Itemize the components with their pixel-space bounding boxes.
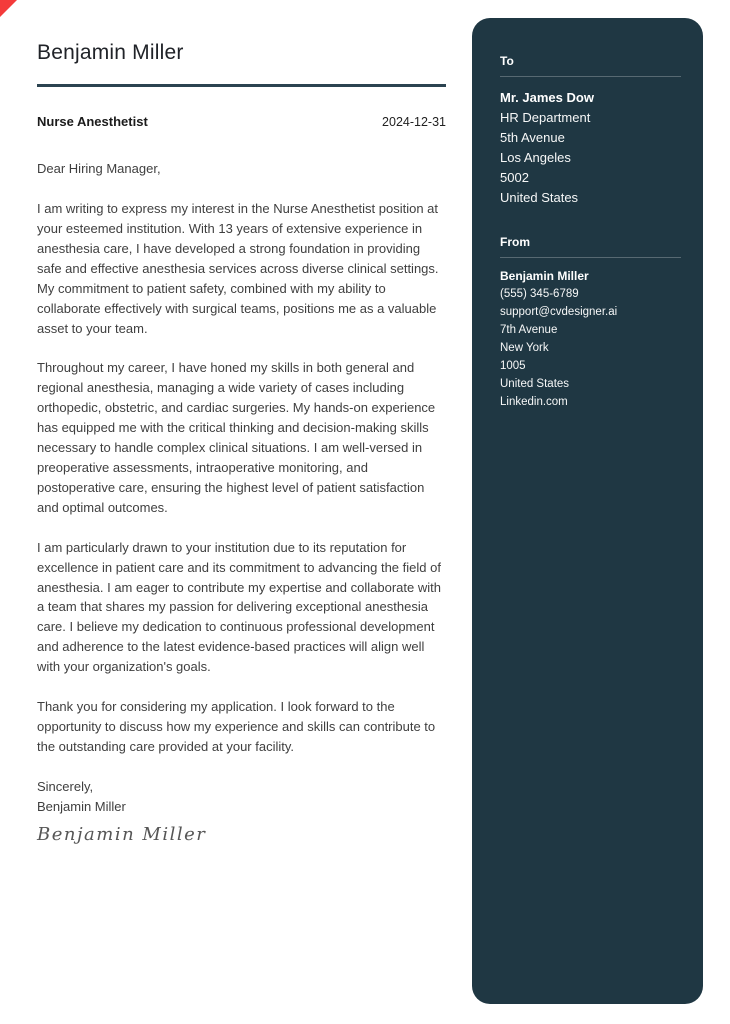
sender-email: support@cvdesigner.ai <box>500 306 618 318</box>
recipient-country: United States <box>500 190 579 205</box>
sender-street: 7th Avenue <box>500 324 558 336</box>
sender-city: New York <box>500 342 549 354</box>
letter-paragraph-1: I am writing to express my interest in the Nurse Anesthetist position at your esteemed institution. With 13 years of extensive experience in anesthesia care, I have developed a strong foundation in providing safe and effective anesthesia services across diverse clinical settings. My commitment to patient safety, combined with my ability to collaborate effectively with surgical teams, positions me as a valuable asset to your team. <box>37 201 439 336</box>
letter-paragraph-4: Thank you for considering my application. I look forward to the opportunity to discuss how my experience and skills can contribute to the outstanding care provided at your facility. <box>37 699 436 754</box>
closing-word: Sincerely, <box>37 778 94 794</box>
sender-name: Benjamin Miller <box>500 269 589 283</box>
letter-paragraph-3: I am particularly drawn to your institution due to its reputation for excellence in patient care and its commitment to advancing the field of anesthesia. I am eager to contribute my expertise and collaborate with a team that shares my passion for delivering exceptional anesthesia care. I believe my dedication to continuous professional development and adherence to the latest evidence-based practices will align well with your organization's goals. <box>37 539 441 675</box>
recipient-name: Mr. James Dow <box>500 90 594 105</box>
contact-sidebar <box>472 18 703 1004</box>
sender-section <box>500 235 681 411</box>
applicant-name-heading: Benjamin Miller <box>37 41 184 64</box>
recipient-city: Los Angeles <box>500 150 571 165</box>
letter-column <box>37 0 446 845</box>
recipient-zip: 5002 <box>500 170 529 185</box>
header-divider-rule <box>37 84 446 87</box>
sender-phone: (555) 345-6789 <box>500 288 579 300</box>
signoff-name: Benjamin Miller <box>37 798 126 814</box>
recipient-section <box>500 54 681 208</box>
letter-date: 2024-12-31 <box>382 115 446 130</box>
recipient-street: 5th Avenue <box>500 130 565 145</box>
letter-paragraph-2: Throughout my career, I have honed my skills in both general and regional anesthesia, managing a wide variety of cases including orthopedic, obstetric, and cardiac surgeries. My hands-on experience has equipped me with the critical thinking and decision-making skills necessary to handle complex clinical situations. I am well-versed in preoperative assessments, intraoperative monitoring, and postoperative care, ensuring the highest level of patient satisfaction and optimal outcomes. <box>37 360 436 515</box>
corner-accent-triangle <box>0 0 17 17</box>
title-date-row <box>37 114 446 129</box>
sender-linkedin: Linkedin.com <box>500 396 568 408</box>
to-heading-divider <box>500 76 681 77</box>
from-heading-divider <box>500 257 681 258</box>
handwritten-signature: Benjamin Miller <box>37 823 207 845</box>
recipient-department: HR Department <box>500 110 591 125</box>
from-heading: From <box>500 235 530 249</box>
job-title: Nurse Anesthetist <box>37 114 148 130</box>
sender-zip: 1005 <box>500 360 526 372</box>
sender-country: United States <box>500 378 570 390</box>
to-heading: To <box>500 54 514 68</box>
closing-block <box>37 777 446 817</box>
salutation: Dear Hiring Manager, <box>37 161 161 177</box>
